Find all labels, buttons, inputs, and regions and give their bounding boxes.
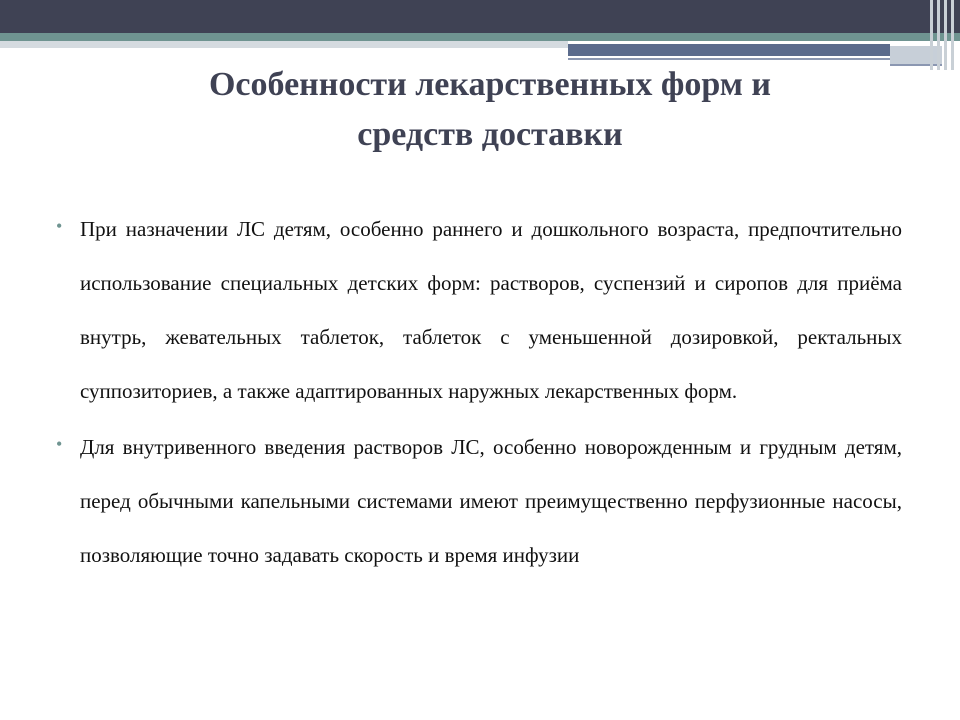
bullet-marker: •	[56, 434, 63, 454]
slide-title-line-1: Особенности лекарственных форм и	[208, 66, 772, 103]
header-blue-band	[568, 44, 890, 56]
header-stripe	[930, 0, 933, 70]
bullet-item-children-dosage-forms	[56, 202, 902, 418]
bullet-list	[56, 202, 902, 582]
bullet-text: Для внутривенного введения растворов ЛС, особенно новорожденным и грудным детям, перед обычными капельными системами имеют преимущественно перфузионные насосы, позволяющие точно задавать скорость и время инфузии	[80, 435, 902, 567]
header-stripe	[951, 0, 954, 70]
header-stripe	[937, 0, 940, 70]
slide-title	[70, 60, 910, 160]
header-dark-band	[0, 0, 960, 33]
header-teal-band	[0, 33, 960, 41]
header-vertical-stripes	[924, 0, 960, 70]
header-light-band	[0, 41, 568, 48]
bullet-item-intravenous-infusion	[56, 420, 902, 582]
header-stripe	[944, 0, 947, 70]
bullet-marker: •	[56, 216, 63, 236]
slide-title-line-2: средств доставки	[357, 116, 623, 153]
bullet-text: При назначении ЛС детям, особенно раннего и дошкольного возраста, предпочтительно использование специальных детских форм: растворов, суспензий и сиропов для приёма внутрь, жевательных таблеток, таблеток с уменьшенной дозировкой, ректальных суппозиториев, а также адаптированных наружных лекарственных форм.	[80, 217, 902, 403]
